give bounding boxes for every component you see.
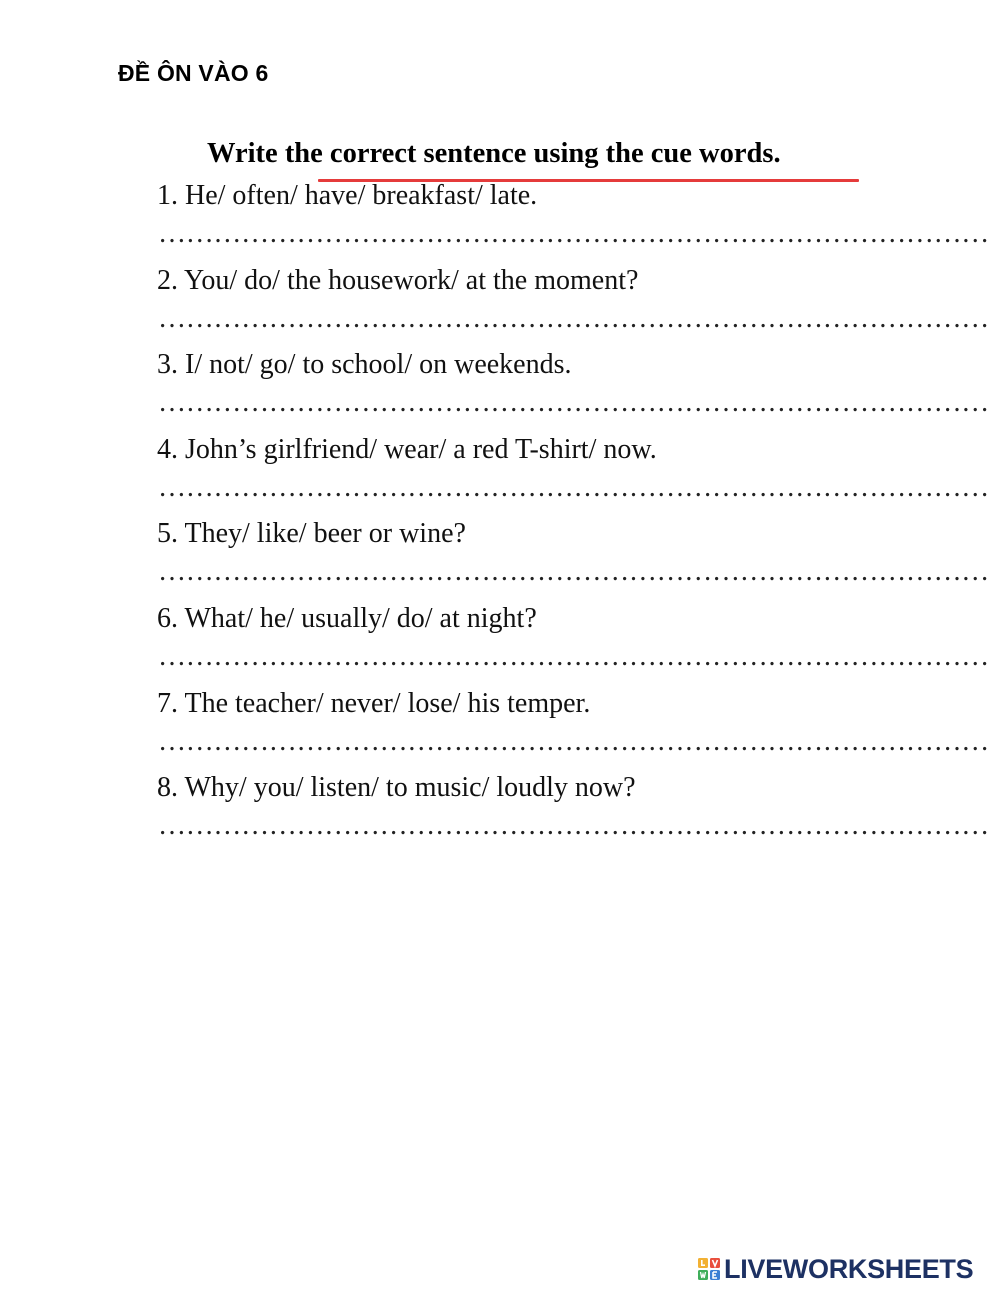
question-item-1 (157, 180, 990, 265)
question-item-5 (157, 518, 990, 603)
liveworksheets-brand[interactable] (697, 1254, 973, 1284)
document-heading: ĐỀ ÔN VÀO 6 (118, 60, 269, 86)
question-list (157, 180, 990, 857)
question-text: 3. I/ not/ go/ to school/ on weekends. (157, 349, 572, 381)
question-item-4 (157, 433, 990, 519)
answer-line[interactable]: ……………………………………………………………………………… (158, 302, 990, 334)
answer-line[interactable]: ……………………………………………………………………………… (158, 810, 990, 842)
question-text: 7. The teacher/ never/ lose/ his temper. (157, 687, 591, 719)
answer-line[interactable]: ……………………………………………………………………………… (158, 725, 990, 757)
answer-line[interactable]: ……………………………………………………………………………… (158, 387, 990, 419)
answer-line[interactable]: ……………………………………………………………………………… (158, 556, 990, 588)
instruction-title: Write the correct sentence using the cue words. (207, 138, 781, 169)
answer-line[interactable]: ……………………………………………………………………………… (158, 218, 990, 249)
answer-line[interactable]: ……………………………………………………………………………… (158, 640, 990, 672)
liveworksheets-logo-icon (697, 1257, 721, 1281)
question-text: 8. Why/ you/ listen/ to music/ loudly now? (157, 772, 636, 804)
question-item-6 (157, 602, 990, 688)
question-item-8 (157, 772, 990, 857)
answer-line[interactable]: ……………………………………………………………………………… (158, 471, 990, 503)
brand-name: LIVEWORKSHEETS (724, 1253, 974, 1284)
question-text: 6. What/ he/ usually/ do/ at night? (157, 602, 537, 634)
question-text: 4. John’s girlfriend/ wear/ a red T-shirt/ now. (157, 433, 657, 465)
question-item-3 (157, 349, 990, 434)
question-item-2 (157, 264, 990, 350)
question-text: 1. He/ often/ have/ breakfast/ late. (157, 180, 538, 211)
question-text: 5. They/ like/ beer or wine? (157, 518, 466, 550)
question-text: 2. You/ do/ the housework/ at the moment? (157, 264, 639, 296)
question-item-7 (157, 687, 990, 773)
